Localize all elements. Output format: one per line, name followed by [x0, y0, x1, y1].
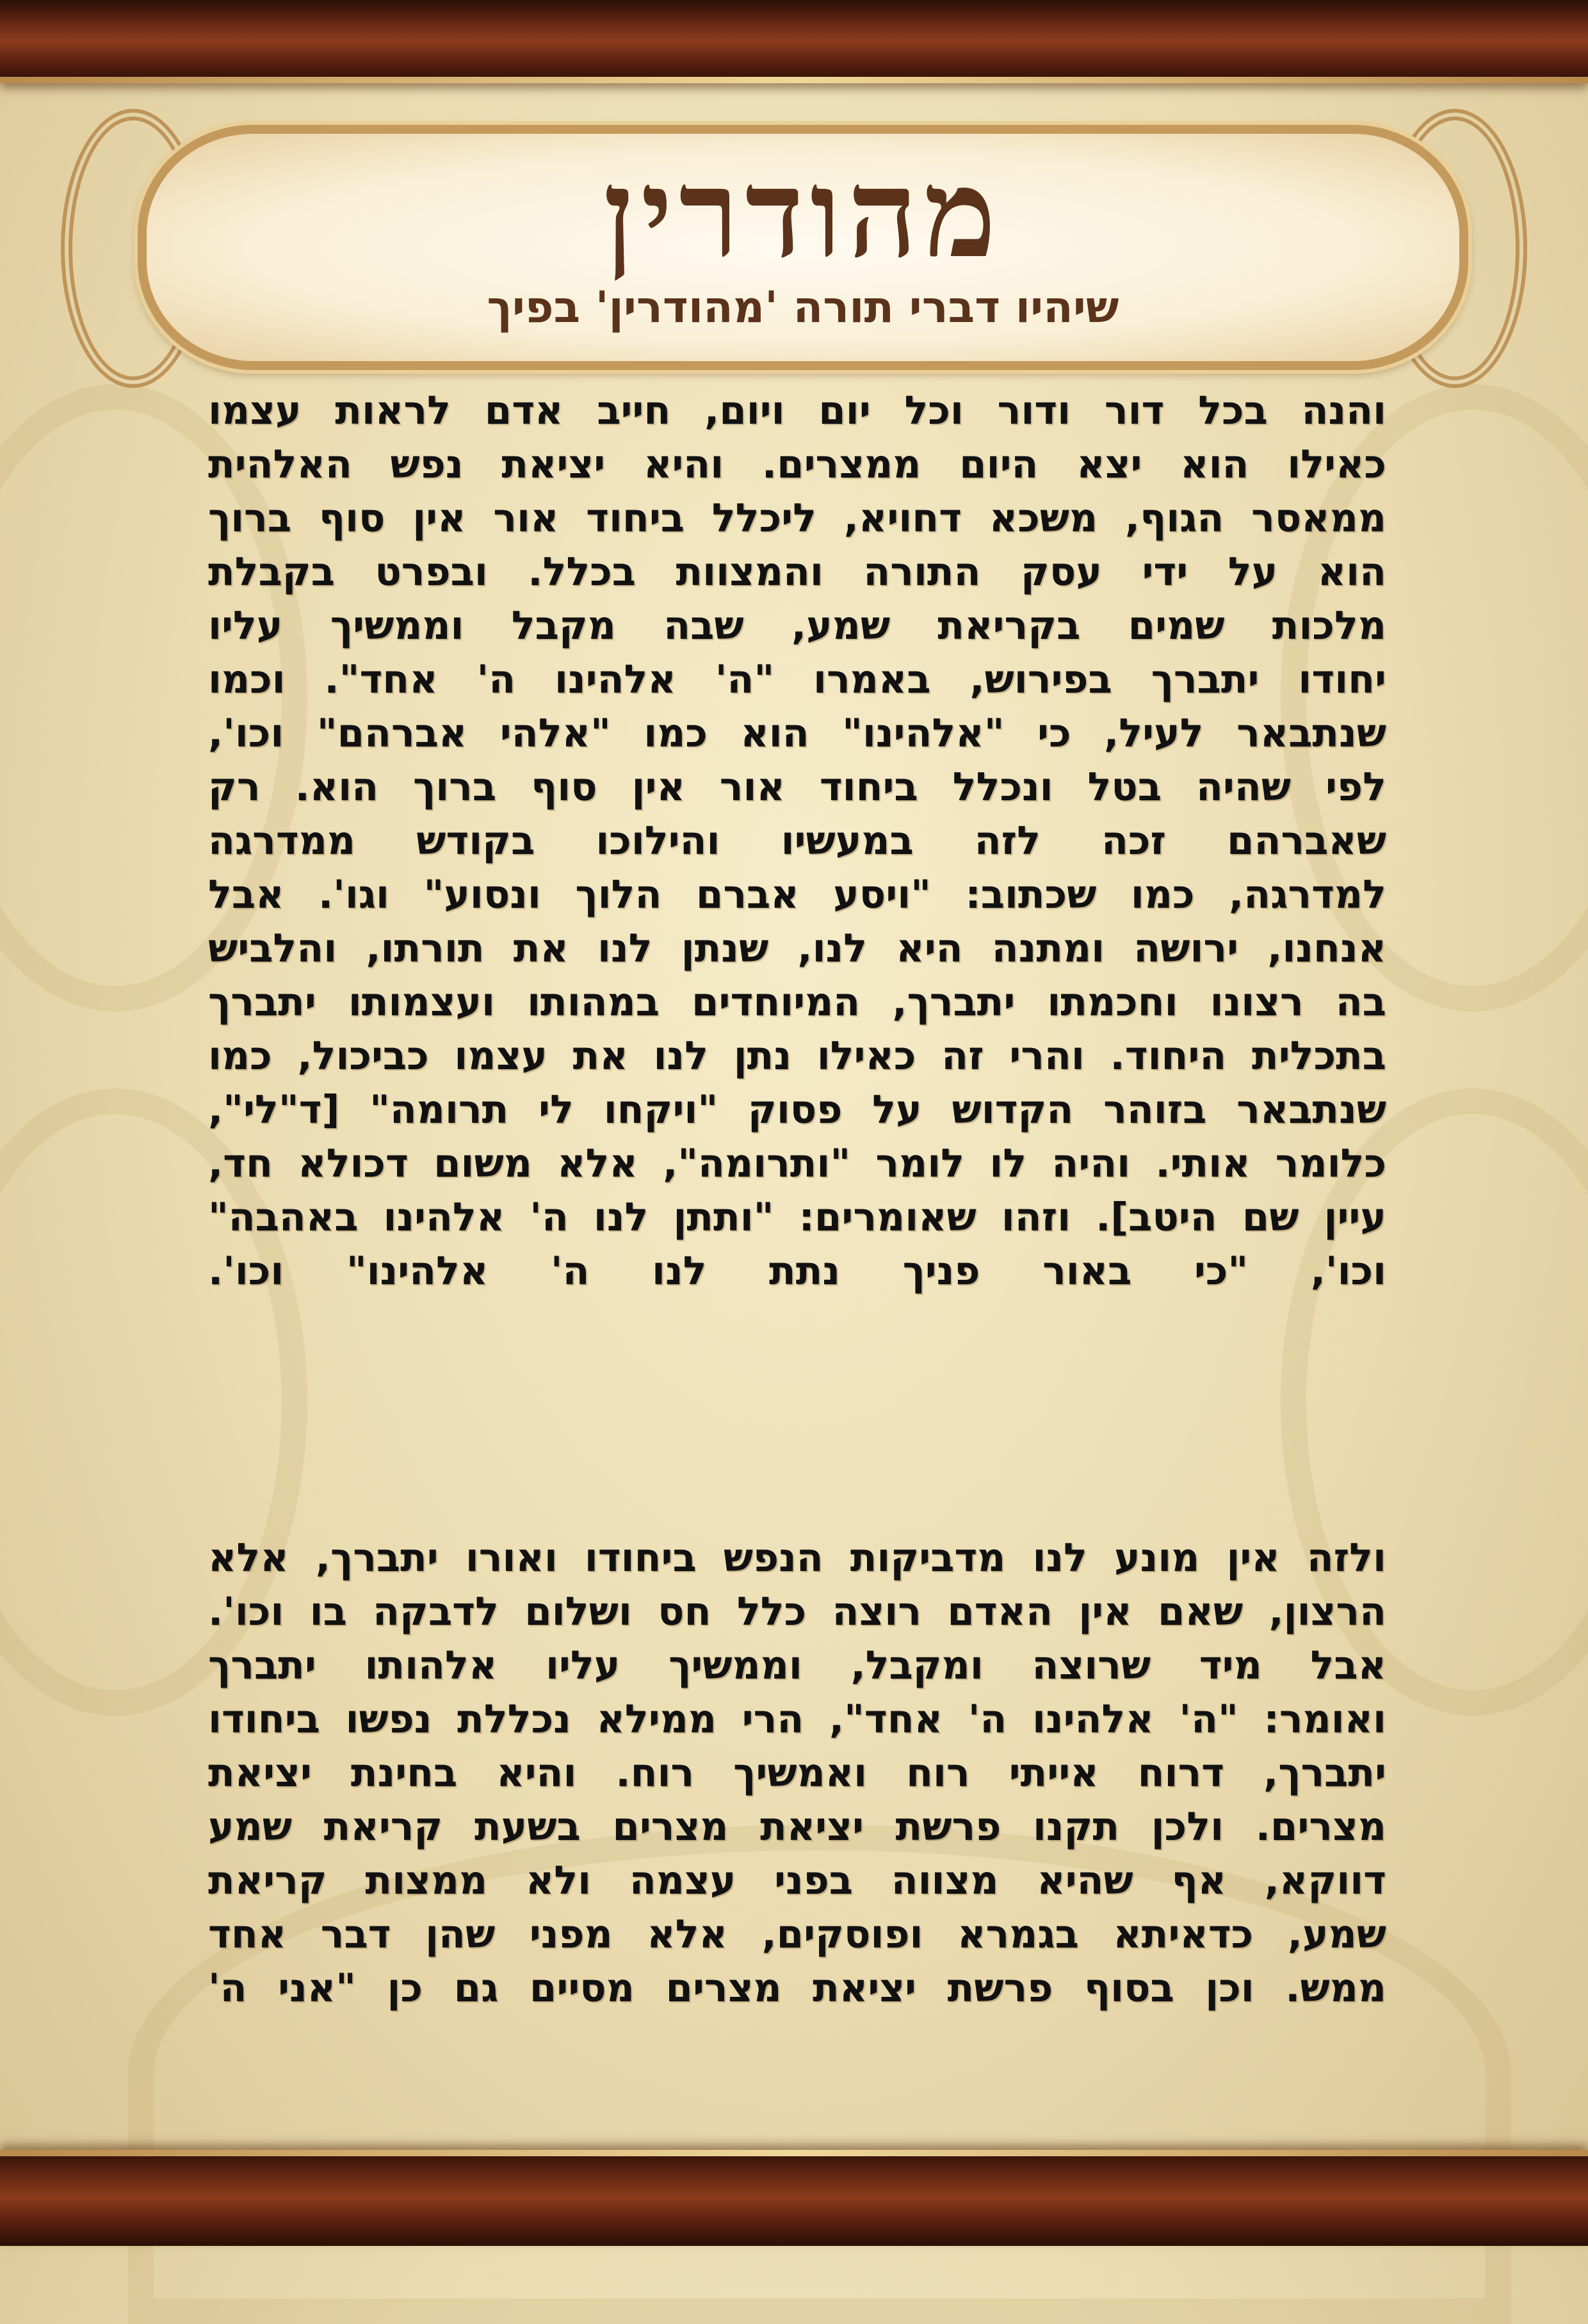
text-line: אבל מיד שרוצה ומקבל, וממשיך עליו אלהותו יתברך	[208, 1643, 1386, 1688]
text-line: שמע, כדאיתא בגמרא ופוסקים, אלא מפני שהן דבר אחד	[208, 1912, 1386, 1957]
text-line: מצרים. ולכן תקנו פרשת יציאת מצרים בשעת קריאת שמע	[208, 1804, 1386, 1850]
text-line: שאברהם זכה לזה במעשיו והילוכו בקודש ממדרגה	[208, 818, 1386, 864]
paragraph-1	[208, 384, 1386, 1298]
text-line: וכו', "כי באור פניך נתת לנו ה' אלהינו" וכו'.	[208, 1248, 1386, 1294]
text-line: דווקא, אף שהיא מצווה בפני עצמה ולא ממצות קריאת	[208, 1858, 1386, 1903]
text-line: שנתבאר בזוהר הקדוש על פסוק "ויקחו לי תרומה" [ד"לי",	[208, 1087, 1386, 1133]
text-line: עיין שם היטב]. וזהו שאומרים: "ותתן לנו ה' אלהינו באהבה"	[208, 1195, 1386, 1240]
text-line: ממש. וכן בסוף פרשת יציאת מצרים מסיים גם כן "אני ה'	[208, 1965, 1386, 2011]
text-line: ואומר: "ה' אלהינו ה' אחד", הרי ממילא נכללת נפשו ביחודו	[208, 1697, 1386, 1742]
text-line: מלכות שמים בקריאת שמע, שבה מקבל וממשיך עליו	[208, 603, 1386, 649]
text-line: אנחנו, ירושה ומתנה היא לנו, שנתן לנו את תורתו, והלביש	[208, 926, 1386, 971]
text-line: בתכלית היחוד. והרי זה כאילו נתן לנו את עצמו כביכול, כמו	[208, 1033, 1386, 1079]
page-title: מהודרין	[603, 142, 1003, 285]
text-line: ממאסר הגוף, משכא דחויא, ליכלל ביחוד אור אין סוף ברוך	[208, 496, 1386, 541]
header-banner	[138, 125, 1468, 370]
text-line: הוא על ידי עסק התורה והמצוות בכלל. ובפרט בקבלת	[208, 549, 1386, 595]
text-line: ולזה אין מונע לנו מדביקות הנפש ביחודו ואורו יתברך, אלא	[208, 1535, 1386, 1581]
text-line: למדרגה, כמו שכתוב: "ויסע אברם הלוך ונסוע" וגו'. אבל	[208, 872, 1386, 917]
text-line: שנתבאר לעיל, כי "אלהינו" הוא כמו "אלהי אברהם" וכו',	[208, 711, 1386, 756]
text-line: יחודו יתברך בפירוש, באמרו "ה' אלהינו ה' אחד". וכמו	[208, 657, 1386, 702]
text-line: כאילו הוא יצא היום ממצרים. והיא יציאת נפש האלהית	[208, 442, 1386, 487]
top-wooden-rod	[0, 0, 1588, 83]
text-line: הרצון, שאם אין האדם רוצה כלל חס ושלום לדבקה בו וכו'.	[208, 1589, 1386, 1634]
page-subtitle: שיהיו דברי תורה 'מהודרין' בפיך	[487, 282, 1119, 333]
text-line: כלומר אותי. והיה לו לומר "ותרומה", אלא משום דכולא חד,	[208, 1141, 1386, 1186]
text-line: והנה בכל דור ודור וכל יום ויום, חייב אדם לראות עצמו	[208, 388, 1386, 433]
paragraph-2	[208, 1531, 1386, 2015]
text-line: יתברך, דרוח אייתי רוח ואמשיך רוח. והיא בחינת יציאת	[208, 1750, 1386, 1796]
bottom-wooden-rod	[0, 2150, 1588, 2246]
text-line: לפי שהיה בטל ונכלל ביחוד אור אין סוף ברוך הוא. רק	[208, 764, 1386, 810]
text-line: בה רצונו וחכמתו יתברך, המיוחדים במהותו ועצמותו יתברך	[208, 980, 1386, 1025]
